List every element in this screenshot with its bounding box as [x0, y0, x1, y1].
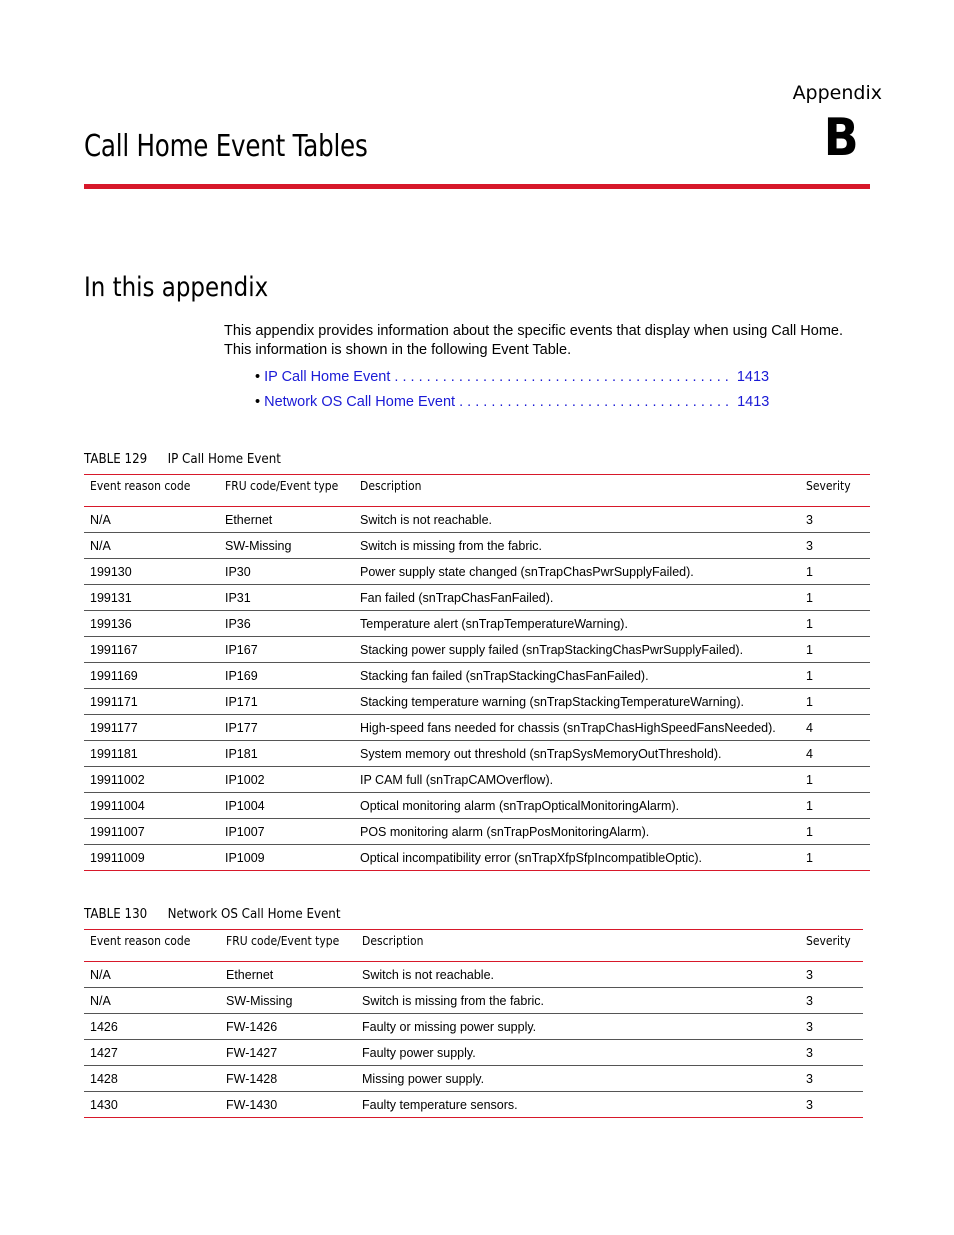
table-129-caption: [84, 451, 281, 467]
table-row: [84, 715, 870, 741]
column-header-label: Description: [360, 479, 422, 493]
table-cell: Stacking temperature warning (snTrapStackingTemperatureWarning).: [354, 689, 800, 715]
table-130-caption: [84, 906, 340, 922]
table-cell: 1: [800, 793, 870, 819]
table-cell: 1: [800, 559, 870, 585]
title-rule: [84, 184, 870, 189]
table-cell: IP177: [219, 715, 354, 741]
table-cell: IP31: [219, 585, 354, 611]
table-cell: 1991167: [84, 637, 219, 663]
table-cell: SW-Missing: [220, 988, 356, 1014]
toc-leader: . . . . . . . . . . . . . . . . . . . . . . . . . . . . . . . . . . . . . . . . . .: [390, 369, 729, 385]
table-row: [84, 1014, 863, 1040]
table-cell: 199131: [84, 585, 219, 611]
table-cell: Switch is missing from the fabric.: [354, 533, 800, 559]
column-header: [354, 475, 800, 507]
table-cell: 1: [800, 689, 870, 715]
table-cell: Faulty power supply.: [356, 1040, 800, 1066]
table-cell: N/A: [84, 507, 219, 533]
table-cell: IP1002: [219, 767, 354, 793]
table-cell: 19911009: [84, 845, 219, 871]
table-cell: 4: [800, 741, 870, 767]
table-cell: N/A: [84, 533, 219, 559]
column-header-label: FRU code/Event type: [225, 479, 339, 493]
column-header: [84, 475, 219, 507]
table-row: [84, 611, 870, 637]
table-cell: 3: [800, 507, 870, 533]
bullet-icon: •: [255, 394, 261, 410]
column-header: [356, 930, 800, 962]
column-header-label: Event reason code: [90, 934, 191, 948]
chapter-letter: B: [824, 108, 859, 168]
table-cell: 3: [800, 533, 870, 559]
table-number: TABLE 130: [84, 906, 148, 922]
table-row: [84, 1040, 863, 1066]
table-cell: IP1004: [219, 793, 354, 819]
table-cell: Switch is not reachable.: [356, 962, 800, 988]
table-cell: IP1009: [219, 845, 354, 871]
table-row: [84, 793, 870, 819]
table-cell: Optical incompatibility error (snTrapXfpSfpIncompatibleOptic).: [354, 845, 800, 871]
table-cell: 1: [800, 663, 870, 689]
table-row: [84, 663, 870, 689]
table-cell: 3: [800, 1066, 863, 1092]
table-cell: 1991181: [84, 741, 219, 767]
column-header: [220, 930, 356, 962]
bullet-icon: •: [255, 369, 261, 385]
table-cell: 1430: [84, 1092, 220, 1118]
table-row: [84, 1092, 863, 1118]
table-cell: FW-1426: [220, 1014, 356, 1040]
table-cell: Ethernet: [219, 507, 354, 533]
table-cell: Fan failed (snTrapChasFanFailed).: [354, 585, 800, 611]
table-cell: Switch is missing from the fabric.: [356, 988, 800, 1014]
toc-entry-ip-call-home[interactable]: [255, 369, 769, 385]
table-number: TABLE 129: [84, 451, 148, 467]
table-row: [84, 507, 870, 533]
table-cell: Switch is not reachable.: [354, 507, 800, 533]
column-header: [800, 475, 870, 507]
table-cell: 19911004: [84, 793, 219, 819]
toc-page-number[interactable]: 1413: [736, 369, 770, 385]
ip-call-home-event-table: [84, 474, 870, 871]
table-cell: FW-1427: [220, 1040, 356, 1066]
table-cell: FW-1428: [220, 1066, 356, 1092]
table-cell: Power supply state changed (snTrapChasPwrSupplyFailed).: [354, 559, 800, 585]
table-cell: Missing power supply.: [356, 1066, 800, 1092]
table-cell: Stacking fan failed (snTrapStackingChasFanFailed).: [354, 663, 800, 689]
table-cell: Temperature alert (snTrapTemperatureWarning).: [354, 611, 800, 637]
table-cell: Optical monitoring alarm (snTrapOpticalMonitoringAlarm).: [354, 793, 800, 819]
table-cell: 1428: [84, 1066, 220, 1092]
table-cell: IP169: [219, 663, 354, 689]
table-cell: IP CAM full (snTrapCAMOverflow).: [354, 767, 800, 793]
column-header: [219, 475, 354, 507]
toc-page-number[interactable]: 1413: [737, 394, 770, 410]
table-cell: 1426: [84, 1014, 220, 1040]
column-header: [800, 930, 863, 962]
table-cell: POS monitoring alarm (snTrapPosMonitoringAlarm).: [354, 819, 800, 845]
table-row: [84, 962, 863, 988]
table-cell: 1991171: [84, 689, 219, 715]
column-header-label: Severity: [806, 479, 851, 493]
table-cell: 1427: [84, 1040, 220, 1066]
table-row: [84, 767, 870, 793]
table-cell: 1: [800, 845, 870, 871]
table-cell: IP1007: [219, 819, 354, 845]
table-cell: FW-1430: [220, 1092, 356, 1118]
column-header-label: Description: [362, 934, 424, 948]
table-cell: 3: [800, 962, 863, 988]
table-cell: IP167: [219, 637, 354, 663]
column-header-label: Severity: [806, 934, 851, 948]
toc-leader: . . . . . . . . . . . . . . . . . . . . . . . . . . . . . . . . . .: [455, 394, 730, 410]
table-cell: Faulty or missing power supply.: [356, 1014, 800, 1040]
toc-link-label[interactable]: IP Call Home Event: [264, 369, 391, 385]
table-cell: 19911007: [84, 819, 219, 845]
column-header-label: Event reason code: [90, 479, 191, 493]
table-cell: SW-Missing: [219, 533, 354, 559]
table-cell: IP171: [219, 689, 354, 715]
table-title: IP Call Home Event: [167, 451, 281, 467]
table-cell: 199130: [84, 559, 219, 585]
table-row: [84, 988, 863, 1014]
table-cell: IP36: [219, 611, 354, 637]
table-cell: 1: [800, 637, 870, 663]
toc-link-label[interactable]: Network OS Call Home Event: [264, 394, 456, 410]
table-cell: Faulty temperature sensors.: [356, 1092, 800, 1118]
table-cell: 1: [800, 585, 870, 611]
table-row: [84, 559, 870, 585]
table-cell: 3: [800, 1040, 863, 1066]
table-row: [84, 845, 870, 871]
table-cell: 3: [800, 1014, 863, 1040]
table-cell: 19911002: [84, 767, 219, 793]
table-cell: Stacking power supply failed (snTrapStackingChasPwrSupplyFailed).: [354, 637, 800, 663]
table-cell: 1: [800, 611, 870, 637]
table-cell: 3: [800, 988, 863, 1014]
table-cell: IP181: [219, 741, 354, 767]
column-header-label: FRU code/Event type: [226, 934, 340, 948]
table-cell: 199136: [84, 611, 219, 637]
table-cell: N/A: [84, 988, 220, 1014]
table-cell: System memory out threshold (snTrapSysMemoryOutThreshold).: [354, 741, 800, 767]
table-cell: 3: [800, 1092, 863, 1118]
table-row: [84, 637, 870, 663]
table-cell: 1: [800, 819, 870, 845]
table-cell: 1991169: [84, 663, 219, 689]
table-cell: 1991177: [84, 715, 219, 741]
table-title: Network OS Call Home Event: [167, 906, 341, 922]
column-header: [84, 930, 220, 962]
chapter-title: Call Home Event Tables: [84, 129, 368, 164]
appendix-label: Appendix: [792, 82, 882, 104]
network-os-call-home-event-table: [84, 929, 863, 1118]
table-cell: IP30: [219, 559, 354, 585]
table-row: [84, 533, 870, 559]
table-row: [84, 741, 870, 767]
table-cell: High-speed fans needed for chassis (snTrapChasHighSpeedFansNeeded).: [354, 715, 800, 741]
table-row: [84, 1066, 863, 1092]
table-cell: Ethernet: [220, 962, 356, 988]
toc-entry-network-os-call-home[interactable]: [255, 394, 769, 410]
table-row: [84, 585, 870, 611]
table-cell: 1: [800, 767, 870, 793]
section-title: In this appendix: [84, 272, 269, 303]
table-cell: 4: [800, 715, 870, 741]
intro-paragraph: This appendix provides information about the specific events that display when using Call Home. This information is shown in the following Event Table.: [224, 323, 844, 358]
table-row: [84, 689, 870, 715]
table-cell: N/A: [84, 962, 220, 988]
table-row: [84, 819, 870, 845]
